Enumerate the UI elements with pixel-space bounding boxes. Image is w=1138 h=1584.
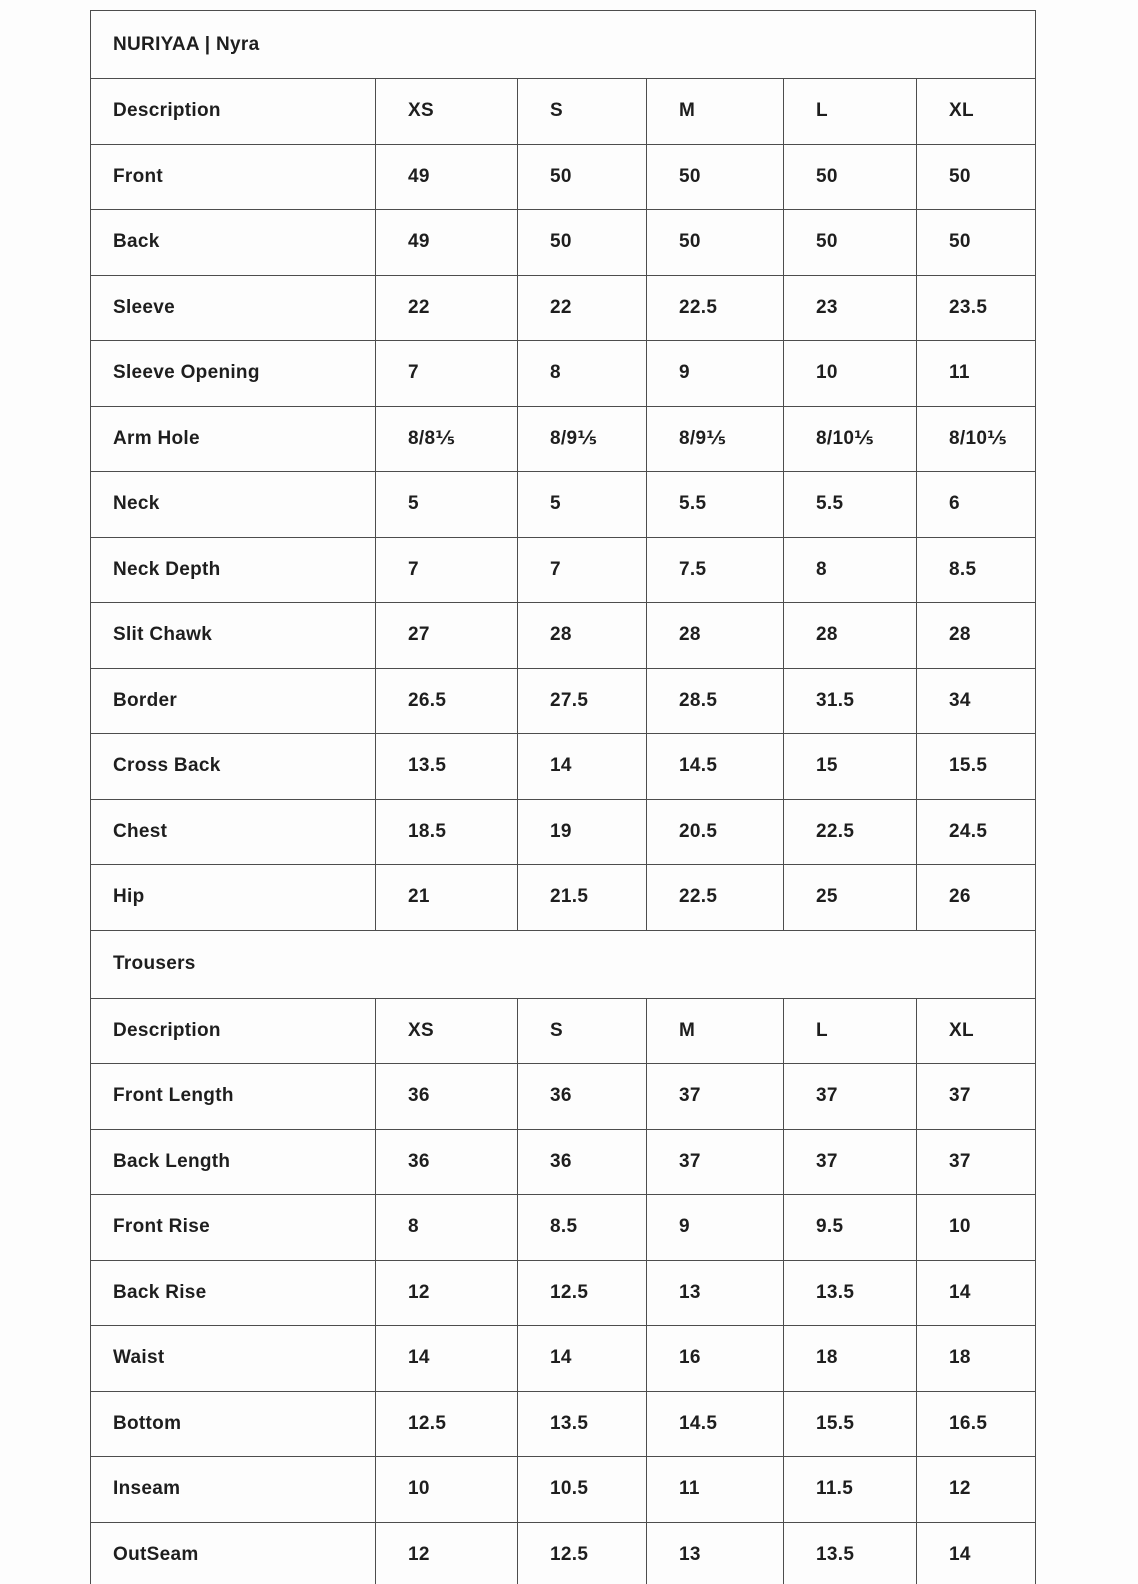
value-cell: 37	[784, 1064, 917, 1130]
section-title: Trousers	[91, 930, 1036, 998]
value-cell: 14.5	[647, 1391, 784, 1457]
value-cell: 23.5	[917, 275, 1036, 341]
measurement-row	[91, 275, 1036, 341]
value-cell: 15.5	[784, 1391, 917, 1457]
row-label: Back Length	[91, 1129, 376, 1195]
measurement-row	[91, 1195, 1036, 1261]
value-cell: 14	[917, 1522, 1036, 1584]
value-cell: 6	[917, 472, 1036, 538]
value-cell: 50	[917, 144, 1036, 210]
value-cell: 27.5	[518, 668, 647, 734]
value-cell: 14.5	[647, 734, 784, 800]
row-label: Back	[91, 210, 376, 276]
measurement-row	[91, 734, 1036, 800]
measurement-row	[91, 668, 1036, 734]
value-cell: 5.5	[647, 472, 784, 538]
value-cell: 18.5	[376, 799, 518, 865]
value-cell: 34	[917, 668, 1036, 734]
value-cell: 28.5	[647, 668, 784, 734]
value-cell: 37	[917, 1129, 1036, 1195]
value-cell: 22.5	[784, 799, 917, 865]
value-cell: 13.5	[784, 1522, 917, 1584]
measurement-row	[91, 1391, 1036, 1457]
value-cell: 5	[376, 472, 518, 538]
value-cell: 15.5	[917, 734, 1036, 800]
value-cell: 28	[647, 603, 784, 669]
value-cell: 8/9⅕	[647, 406, 784, 472]
size-header-xl: XL	[917, 79, 1036, 145]
description-header: Description	[91, 998, 376, 1064]
value-cell: 11	[647, 1457, 784, 1523]
value-cell: 10	[376, 1457, 518, 1523]
row-label: Inseam	[91, 1457, 376, 1523]
size-header-xs: XS	[376, 998, 518, 1064]
size-header-l: L	[784, 998, 917, 1064]
value-cell: 21	[376, 865, 518, 931]
value-cell: 37	[784, 1129, 917, 1195]
size-chart-table	[90, 10, 1036, 1584]
value-cell: 8/8⅕	[376, 406, 518, 472]
value-cell: 50	[647, 144, 784, 210]
value-cell: 14	[376, 1326, 518, 1392]
value-cell: 49	[376, 210, 518, 276]
size-header-s: S	[518, 998, 647, 1064]
value-cell: 18	[784, 1326, 917, 1392]
measurement-row	[91, 537, 1036, 603]
value-cell: 11	[917, 341, 1036, 407]
value-cell: 10	[784, 341, 917, 407]
row-label: Border	[91, 668, 376, 734]
value-cell: 28	[518, 603, 647, 669]
value-cell: 16.5	[917, 1391, 1036, 1457]
measurement-row	[91, 341, 1036, 407]
value-cell: 14	[917, 1260, 1036, 1326]
value-cell: 26.5	[376, 668, 518, 734]
size-header-s: S	[518, 79, 647, 145]
row-label: Front Rise	[91, 1195, 376, 1261]
value-cell: 50	[784, 210, 917, 276]
value-cell: 13.5	[376, 734, 518, 800]
row-label: Bottom	[91, 1391, 376, 1457]
value-cell: 10	[917, 1195, 1036, 1261]
value-cell: 13.5	[784, 1260, 917, 1326]
value-cell: 7.5	[647, 537, 784, 603]
value-cell: 8	[376, 1195, 518, 1261]
measurement-row	[91, 472, 1036, 538]
measurement-row	[91, 1064, 1036, 1130]
value-cell: 50	[784, 144, 917, 210]
value-cell: 19	[518, 799, 647, 865]
measurement-row	[91, 1457, 1036, 1523]
value-cell: 49	[376, 144, 518, 210]
measurement-row	[91, 603, 1036, 669]
measurement-row	[91, 144, 1036, 210]
value-cell: 22.5	[647, 275, 784, 341]
measurement-row	[91, 799, 1036, 865]
size-header-m: M	[647, 998, 784, 1064]
measurement-row	[91, 406, 1036, 472]
size-chart-body	[91, 11, 1036, 1584]
value-cell: 8	[518, 341, 647, 407]
description-header: Description	[91, 79, 376, 145]
row-label: Cross Back	[91, 734, 376, 800]
value-cell: 37	[647, 1064, 784, 1130]
value-cell: 9	[647, 1195, 784, 1261]
value-cell: 8	[784, 537, 917, 603]
column-header-row	[91, 998, 1036, 1064]
value-cell: 13.5	[518, 1391, 647, 1457]
value-cell: 22.5	[647, 865, 784, 931]
value-cell: 27	[376, 603, 518, 669]
value-cell: 13	[647, 1522, 784, 1584]
row-label: Hip	[91, 865, 376, 931]
value-cell: 37	[917, 1064, 1036, 1130]
value-cell: 7	[518, 537, 647, 603]
brand-title-row	[91, 11, 1036, 79]
value-cell: 36	[518, 1064, 647, 1130]
value-cell: 8/10⅕	[917, 406, 1036, 472]
value-cell: 50	[518, 210, 647, 276]
value-cell: 13	[647, 1260, 784, 1326]
value-cell: 28	[917, 603, 1036, 669]
value-cell: 50	[917, 210, 1036, 276]
value-cell: 36	[376, 1064, 518, 1130]
measurement-row	[91, 1326, 1036, 1392]
value-cell: 28	[784, 603, 917, 669]
value-cell: 50	[518, 144, 647, 210]
row-label: Slit Chawk	[91, 603, 376, 669]
value-cell: 15	[784, 734, 917, 800]
row-label: Front	[91, 144, 376, 210]
value-cell: 31.5	[784, 668, 917, 734]
value-cell: 37	[647, 1129, 784, 1195]
value-cell: 24.5	[917, 799, 1036, 865]
brand-title: NURIYAA | Nyra	[91, 11, 1036, 79]
value-cell: 7	[376, 537, 518, 603]
value-cell: 36	[376, 1129, 518, 1195]
value-cell: 36	[518, 1129, 647, 1195]
row-label: Sleeve Opening	[91, 341, 376, 407]
value-cell: 7	[376, 341, 518, 407]
measurement-row	[91, 865, 1036, 931]
row-label: Neck	[91, 472, 376, 538]
value-cell: 50	[647, 210, 784, 276]
measurement-row	[91, 1522, 1036, 1584]
value-cell: 14	[518, 1326, 647, 1392]
row-label: Waist	[91, 1326, 376, 1392]
value-cell: 8/9⅕	[518, 406, 647, 472]
measurement-row	[91, 1260, 1036, 1326]
value-cell: 12	[376, 1522, 518, 1584]
row-label: Sleeve	[91, 275, 376, 341]
size-header-xs: XS	[376, 79, 518, 145]
section-title-row	[91, 930, 1036, 998]
row-label: Chest	[91, 799, 376, 865]
value-cell: 12.5	[376, 1391, 518, 1457]
value-cell: 12.5	[518, 1522, 647, 1584]
value-cell: 5.5	[784, 472, 917, 538]
value-cell: 11.5	[784, 1457, 917, 1523]
value-cell: 9.5	[784, 1195, 917, 1261]
value-cell: 22	[518, 275, 647, 341]
size-header-m: M	[647, 79, 784, 145]
value-cell: 21.5	[518, 865, 647, 931]
row-label: Arm Hole	[91, 406, 376, 472]
value-cell: 25	[784, 865, 917, 931]
value-cell: 5	[518, 472, 647, 538]
row-label: Back Rise	[91, 1260, 376, 1326]
measurement-row	[91, 1129, 1036, 1195]
row-label: OutSeam	[91, 1522, 376, 1584]
value-cell: 12	[917, 1457, 1036, 1523]
value-cell: 23	[784, 275, 917, 341]
column-header-row	[91, 79, 1036, 145]
value-cell: 16	[647, 1326, 784, 1392]
value-cell: 22	[376, 275, 518, 341]
value-cell: 10.5	[518, 1457, 647, 1523]
value-cell: 8/10⅕	[784, 406, 917, 472]
value-cell: 12	[376, 1260, 518, 1326]
value-cell: 26	[917, 865, 1036, 931]
measurement-row	[91, 210, 1036, 276]
value-cell: 18	[917, 1326, 1036, 1392]
value-cell: 8.5	[917, 537, 1036, 603]
value-cell: 9	[647, 341, 784, 407]
size-header-xl: XL	[917, 998, 1036, 1064]
value-cell: 12.5	[518, 1260, 647, 1326]
size-header-l: L	[784, 79, 917, 145]
row-label: Front Length	[91, 1064, 376, 1130]
row-label: Neck Depth	[91, 537, 376, 603]
value-cell: 14	[518, 734, 647, 800]
value-cell: 8.5	[518, 1195, 647, 1261]
value-cell: 20.5	[647, 799, 784, 865]
